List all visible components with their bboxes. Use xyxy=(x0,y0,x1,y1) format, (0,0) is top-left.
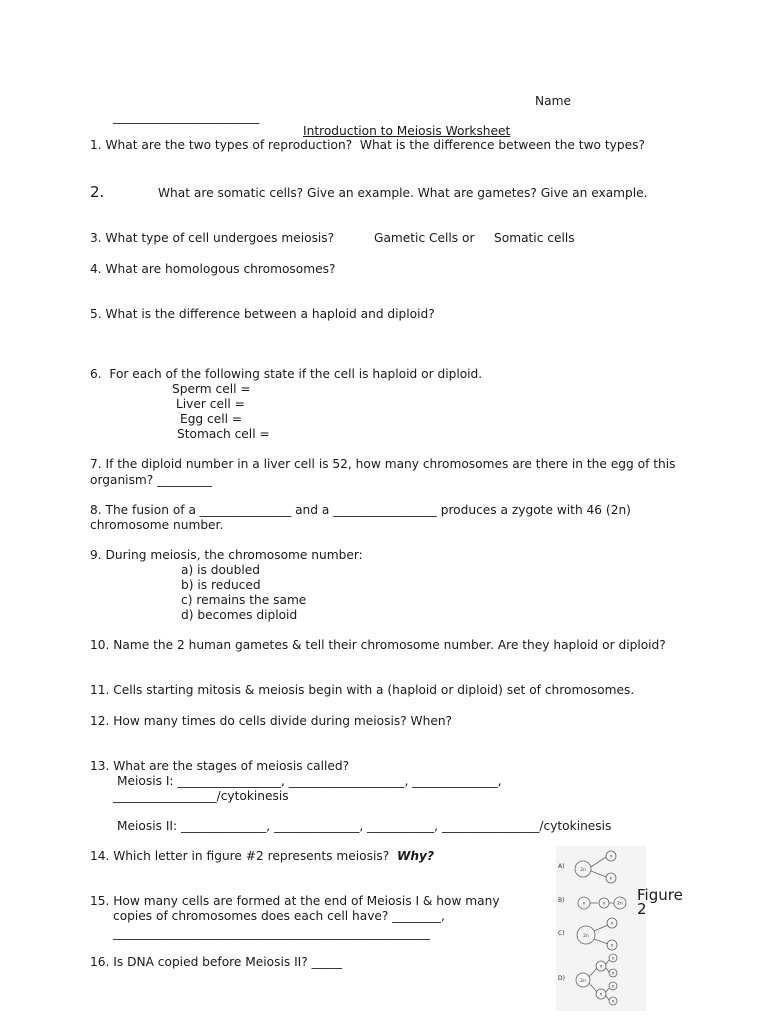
name-blank: ________________________ xyxy=(113,110,260,124)
figure-background xyxy=(556,846,646,1011)
question-12: 12. How many times do cells divide during meiosis? When? xyxy=(90,714,453,728)
question-2-number: 2. xyxy=(90,183,105,201)
question-16: 16. Is DNA copied before Meiosis II? _____ xyxy=(90,955,343,969)
question-5: 5. What is the difference between a haploid and diploid? xyxy=(90,307,435,321)
figure-d-final-label: n xyxy=(611,971,615,977)
question-9-option-b: b) is reduced xyxy=(181,578,261,592)
question-13-meiosis-1: Meiosis I: _________________, ___________________, ______________, xyxy=(117,774,502,788)
question-14 xyxy=(90,849,434,864)
question-15-line-1: 15. How many cells are formed at the end of Meiosis I & how many xyxy=(90,894,500,908)
question-3: 3. What type of cell undergoes meiosis? xyxy=(90,231,335,245)
figure-b-cell-label: n xyxy=(602,901,606,907)
figure-row-label-c: C) xyxy=(558,930,565,937)
figure-d-middle-label: n xyxy=(599,992,603,998)
worksheet-title: Introduction to Meiosis Worksheet xyxy=(303,124,511,138)
figure-2-diagram xyxy=(556,846,646,1011)
question-9-option-a: a) is doubled xyxy=(181,563,260,577)
question-2: What are somatic cells? Give an example. What are gametes? Give an example. xyxy=(158,186,648,200)
figure-a-daughter-label: n xyxy=(609,876,613,882)
figure-d-middle-label: n xyxy=(599,964,603,970)
figure-b-cell-label: n xyxy=(582,901,586,907)
figure-c-daughter-label: n xyxy=(610,921,614,927)
question-7-line-2: organism? _________ xyxy=(90,473,212,487)
figure-c-daughter-label: n xyxy=(610,943,614,949)
question-6-stomach-cell: Stomach cell = xyxy=(177,427,270,441)
question-6-liver-cell: Liver cell = xyxy=(176,397,245,411)
question-10: 10. Name the 2 human gametes & tell their chromosome number. Are they haploid or diploid? xyxy=(90,638,666,652)
figure-d-parent-label: 2n xyxy=(580,979,586,984)
name-label: Name xyxy=(535,94,571,108)
question-9-option-c: c) remains the same xyxy=(181,593,307,607)
figure-row-label-d: D) xyxy=(558,975,565,982)
question-9: 9. During meiosis, the chromosome number: xyxy=(90,548,363,562)
question-15-line-2: copies of chromosomes does each cell have? ________, xyxy=(113,909,445,923)
figure-d-final-label: n xyxy=(611,999,615,1005)
question-8-line-1: 8. The fusion of a _______________ and a _________________ produces a zygote with 46 (2n) xyxy=(90,503,631,517)
question-3-option-somatic: Somatic cells xyxy=(494,231,575,245)
figure-row-label-b: B) xyxy=(558,897,565,904)
figure-d-final-label: n xyxy=(611,956,615,962)
figure-2-label: Figure xyxy=(637,886,683,904)
figure-d-final-label: n xyxy=(611,984,615,990)
question-9-option-d: d) becomes diploid xyxy=(181,608,298,622)
question-14-why: Why? xyxy=(396,849,435,863)
question-7-line-1: 7. If the diploid number in a liver cell is 52, how many chromosomes are there in the egg of this xyxy=(90,457,676,471)
question-1: 1. What are the two types of reproduction? What is the difference between the two types? xyxy=(90,138,645,152)
question-15-line-3: ____________________________________________________ xyxy=(113,926,430,940)
question-6: 6. For each of the following state if the cell is haploid or diploid. xyxy=(90,367,483,381)
question-8-line-2: chromosome number. xyxy=(90,518,224,532)
question-3-option-gametic: Gametic Cells or xyxy=(374,231,475,245)
figure-b-zygote-label: 2n xyxy=(617,901,623,907)
question-11: 11. Cells starting mitosis & meiosis begin with a (haploid or diploid) set of chromosomes. xyxy=(90,683,635,697)
figure-row-label-a: A) xyxy=(558,863,565,870)
figure-c-parent-label: 2n xyxy=(583,934,589,939)
figure-a-daughter-label: n xyxy=(609,854,613,860)
figure-2-label-number: 2 xyxy=(637,900,647,918)
question-14-text: 14. Which letter in figure #2 represents meiosis? xyxy=(90,849,390,863)
question-6-sperm-cell: Sperm cell = xyxy=(172,382,251,396)
question-13-meiosis-1-cont: _________________/cytokinesis xyxy=(113,789,289,803)
question-4: 4. What are homologous chromosomes? xyxy=(90,262,336,276)
question-13: 13. What are the stages of meiosis called? xyxy=(90,759,350,773)
question-6-egg-cell: Egg cell = xyxy=(180,412,243,426)
question-13-meiosis-2: Meiosis II: ______________, ______________, ___________, ________________/cytokinesis xyxy=(117,819,612,833)
figure-a-parent-label: 2n xyxy=(580,868,586,873)
